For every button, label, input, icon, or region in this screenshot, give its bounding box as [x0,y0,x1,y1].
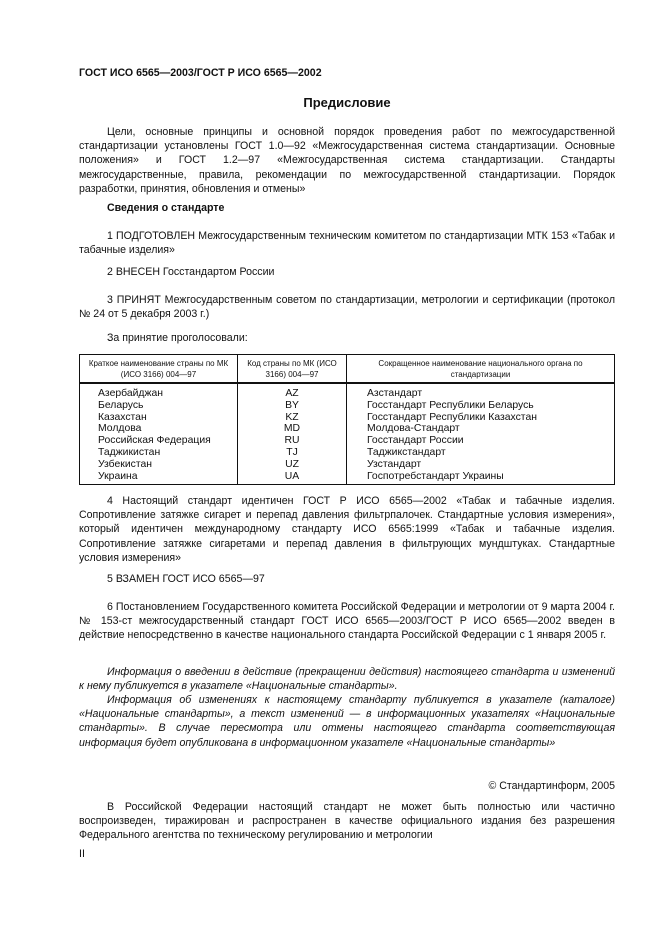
country-cell: Казахстан [98,411,147,423]
country-cell: Узбекистан [98,458,152,470]
body-column [347,383,615,485]
item-6-text: 6 Постановлением Государственного комитета Российской Федерации и метрологии от 9 марта 2004 г. № 153-ст межгосударственный стандарт ГОСТ ИСО 6565—2003/ГОСТ Р ИСО 6565—2002 введен в действие непосредственно в качестве национального стандарта Российской Федерации с 1 января 2005 г. [79,601,615,642]
code-cell: TJ [286,446,298,458]
page-title: Предисловие [303,95,391,110]
body-cell: Азстандарт [367,388,423,399]
country-cell: Таджикистан [98,446,161,458]
code-cell: UZ [285,458,299,470]
section-title [79,201,615,215]
column-header-country: Краткое наименование страны по МК (ИСО 3166) 004—97 [80,355,238,384]
code-column [238,383,347,485]
item-2-text: 2 ВНЕСЕН Госстандартом России [107,266,275,278]
code-cell: RU [284,435,300,447]
country-column [80,383,238,485]
item-4 [79,494,615,565]
item-6 [79,600,615,643]
voted-text: За принятие проголосовали: [107,332,248,344]
document-header: ГОСТ ИСО 6565—2003/ГОСТ Р ИСО 6565—2002 [79,67,322,79]
body-cell: Госстандарт Республики Казахстан [367,411,537,423]
voted-label [79,331,615,345]
column-header-code: Код страны по МК (ИСО 3166) 004—97 [238,355,347,384]
body-cell: Госстандарт Республики Беларусь [367,399,534,411]
code-cell: UA [284,470,300,482]
body-cell: Молдова-Стандарт [367,423,460,435]
table-header-row [80,355,615,384]
country-cell: Российская Федерация [98,435,211,447]
intro-text: Цели, основные принципы и основной порядок проведения работ по межгосударственной стандартизации установлены ГОСТ 1.0—92 «Межгосударственная система стандартизации. Основные положения» и ГОСТ 1.2—97 «Межгосударственная система стандартизации. Стандарты межгосударственные, правила, рекомендации по межгосударственной стандартизации. Порядок разработки, принятия, обновления и отмены» [79,126,615,195]
legal-notice [79,800,615,843]
section-title-text: Сведения о стандарте [107,202,225,214]
item-1-text: 1 ПОДГОТОВЛЕН Межгосударственным техническим комитетом по стандартизации МТК 153 «Табак и табачные изделия» [79,230,615,257]
item-2 [79,265,615,279]
code-cell: MD [283,423,301,435]
country-cell: Украина [98,470,138,482]
intro-paragraph [79,125,615,196]
item-4-text: 4 Настоящий стандарт идентичен ГОСТ Р ИСО 6565—2002 «Табак и табачные изделия. Сопротивление затяжке сигарет и перепад давления фильтрпалочек. Стандартные условия измерения», который идентичен международному стандарту ИСО 6565:1999 «Табак и табачные изделия. Сопротивление затяжке сигаретами и перепад давления в фильтрующих мундштуках. Стандартные условия измерения» [79,495,615,564]
body-cell: Госстандарт России [367,435,464,447]
voting-table [79,354,615,485]
page-number: II [79,848,85,860]
body-cell: Госпотребстандарт Украины [367,470,504,482]
item-5-text: 5 ВЗАМЕН ГОСТ ИСО 6565—97 [107,573,265,585]
legal-text: В Российской Федерации настоящий стандарт не может быть полностью или частично воспроизведен, тиражирован и распространен в качестве официального издания без разрешения Федерального агентства по техническому регулированию и метрологии [79,801,615,842]
code-cell: BY [285,399,299,411]
note-1-text: Информация о введении в действие (прекращении действия) настоящего стандарта и изменений к нему публикуется в указателе «Национальные стандарты». [79,666,615,693]
code-cell: AZ [285,388,299,399]
item-1 [79,229,615,257]
country-cell: Азербайджан [98,388,163,399]
note-2 [79,693,615,750]
item-3-text: 3 ПРИНЯТ Межгосударственным советом по стандартизации, метрологии и сертификации (протокол № 24 от 5 декабря 2003 г.) [79,294,615,321]
body-cell: Узстандарт [367,458,422,470]
country-cell: Беларусь [98,399,144,411]
note-1 [79,665,615,693]
body-cell: Таджикстандарт [367,446,446,458]
copyright: © Стандартинформ, 2005 [488,780,615,792]
column-header-body: Сокращенное наименование национального органа по стандартизации [347,355,615,384]
table-row [80,383,615,485]
code-cell: KZ [285,411,299,423]
note-2-text: Информация об изменениях к настоящему стандарту публикуется в указателе (каталоге) «Национальные стандарты», а текст изменений — в информационных указателях «Национальные стандарты». В случае пересмотра или отмены настоящего стандарта соответствующая информация будет опубликована в информационном указателе «Национальные стандарты» [79,694,615,749]
item-3 [79,293,615,321]
item-5 [79,572,615,586]
country-cell: Молдова [98,423,142,435]
